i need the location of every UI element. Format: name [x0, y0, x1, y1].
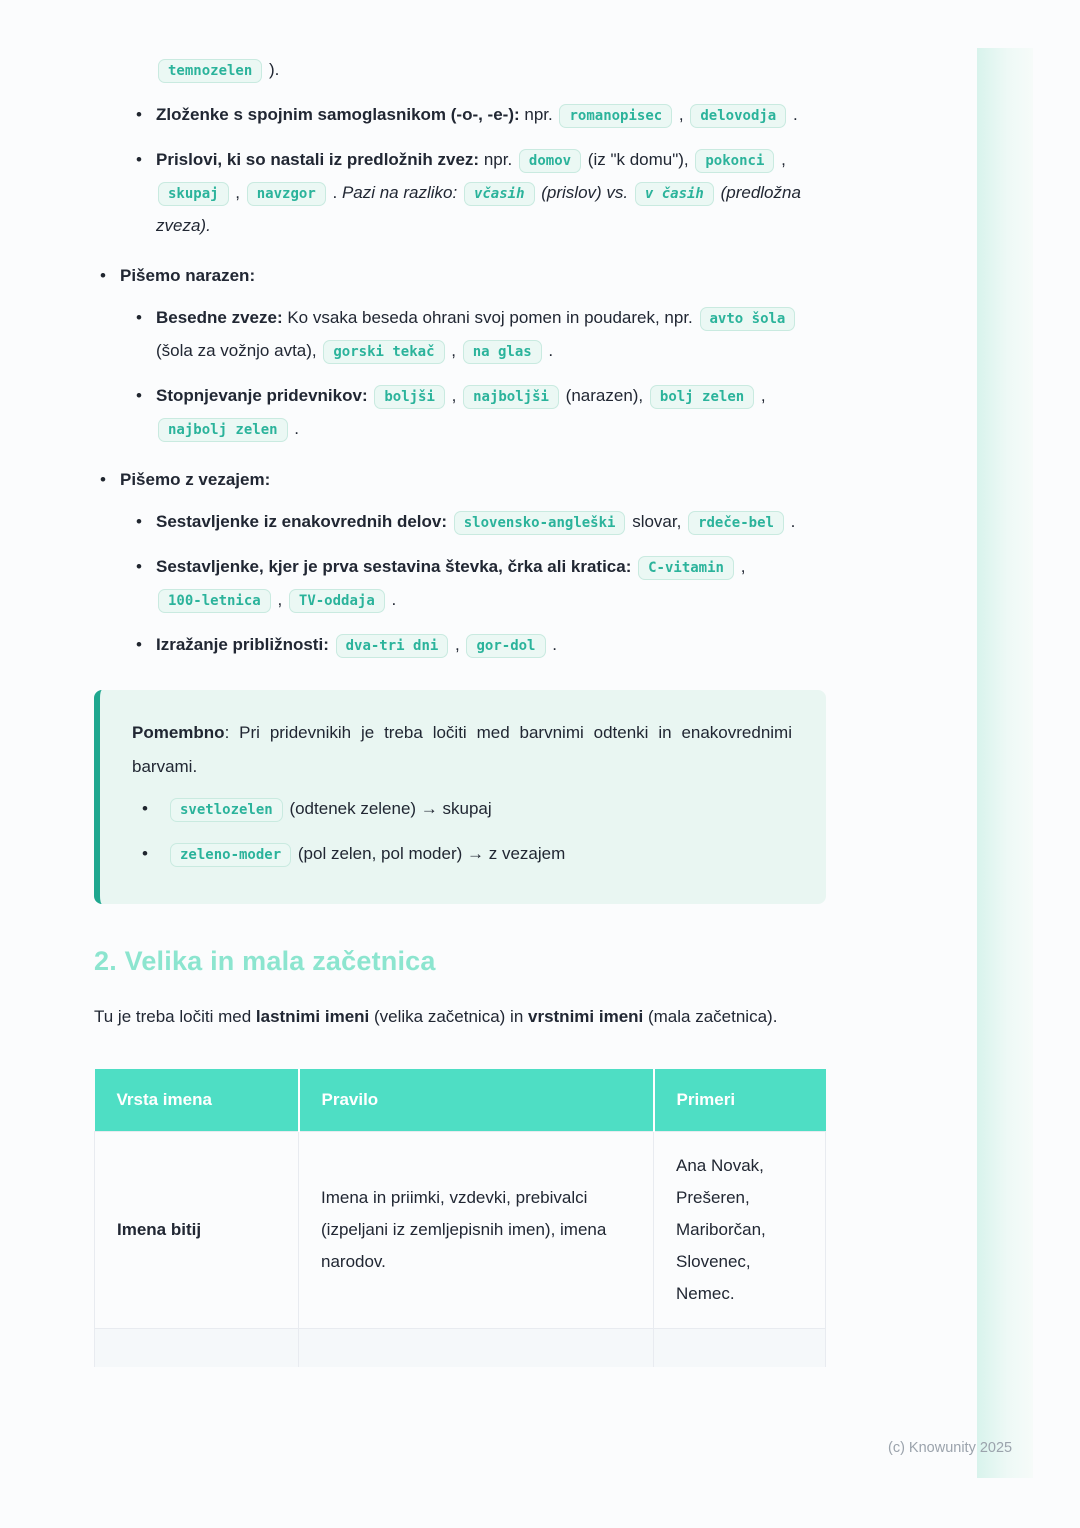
text-run: (pol zelen, pol moder) → z vezajem [293, 844, 566, 863]
text-run: : Pri pridevnikih je treba ločiti med barvnimi odtenki in enakovrednimi barvami. [132, 723, 792, 776]
bullet-text [120, 464, 826, 496]
text-run: (šola za vožnjo avta), [156, 341, 322, 360]
bullet-item [136, 629, 826, 662]
bold-run: Zloženke s spojnim samoglasnikom (-o-, -e-): [156, 105, 520, 124]
bold-run: Pišemo z vezajem: [120, 470, 271, 489]
text-run: . [386, 590, 397, 609]
code-chip: C-vitamin [638, 556, 734, 580]
text-run: , [450, 635, 465, 654]
bullet-dot: • [100, 470, 106, 489]
bold-run: Besedne zveze: [156, 308, 283, 327]
callout-bullet-list [132, 794, 792, 870]
bullet-text [156, 99, 826, 132]
bold-run: Sestavljenke iz enakovrednih delov: [156, 512, 448, 531]
bullet-item [136, 144, 826, 242]
text-run: , [446, 341, 461, 360]
bold-run: Sestavljenke, kjer je prva sestavina števka, črka ali kratica: [156, 557, 632, 576]
text-run [447, 512, 452, 531]
code-chip: navzgor [247, 182, 326, 206]
bold-run: Pišemo narazen: [120, 266, 256, 285]
code-chip: temnozelen [158, 59, 262, 83]
bullet-item [136, 302, 826, 368]
bullet-text [156, 506, 826, 539]
bullet-dot: • [100, 266, 106, 285]
table-cell [299, 1329, 654, 1368]
text-run: (narazen), [560, 386, 648, 405]
text-run: (iz "k domu"), [583, 150, 694, 169]
bold-run: lastnimi imeni [255, 1007, 370, 1026]
text-run: Tu je treba ločiti med [94, 1007, 256, 1026]
callout-paragraph [132, 716, 792, 784]
bullet-text [156, 144, 826, 242]
table-header-cell: Primeri [654, 1069, 826, 1132]
text-run: . [289, 419, 300, 438]
table-body [95, 1132, 826, 1368]
italic-run: (predložna zveza). [156, 183, 801, 235]
rules-table [94, 1069, 826, 1367]
code-chip-italic: včasih [464, 182, 535, 206]
bullet-dot: • [142, 844, 148, 863]
bullet-text [156, 629, 826, 662]
text-run: (velika začetnica) in [369, 1007, 528, 1026]
code-chip: bolj zelen [650, 385, 754, 409]
text-run: ). [264, 60, 280, 79]
bold-run: Stopnjevanje pridevnikov: [156, 386, 368, 405]
text-run [631, 557, 636, 576]
bullet-dot: • [136, 557, 142, 576]
code-chip: 100-letnica [158, 589, 271, 613]
copyright-note: (c) Knowunity 2025 [888, 1440, 1013, 1456]
text-run: Ko vsaka beseda ohrani svoj pomen in poudarek, npr. [282, 308, 698, 327]
code-chip: najboljši [463, 385, 559, 409]
text-run: (odtenek zelene) → skupaj [284, 799, 492, 818]
table-header-cell: Vrsta imena [95, 1069, 299, 1132]
bold-run: vrstnimi imeni [528, 1007, 644, 1026]
bullet-text [156, 54, 826, 87]
intro-paragraph [94, 1001, 826, 1033]
bullet-item [142, 839, 792, 870]
table-cell [95, 1329, 299, 1368]
code-chip: avto šola [700, 307, 796, 331]
bullet-dot: • [136, 635, 142, 654]
bullet-item [142, 794, 792, 825]
bullet-text [156, 380, 826, 446]
code-chip: skupaj [158, 182, 229, 206]
bold-run: Pomembno [132, 723, 225, 742]
bullet-item [100, 464, 826, 496]
bold-run: Prislovi, ki so nastali iz predložnih zvez: [156, 150, 480, 169]
bullet-dot: • [142, 799, 148, 818]
text-run: npr. [519, 105, 558, 124]
code-chip: najbolj zelen [158, 418, 288, 442]
text-run: , [230, 183, 245, 202]
table-cell: Imena bitij [95, 1132, 299, 1329]
table-row [95, 1132, 826, 1329]
bullet-text [168, 839, 792, 870]
table-header-row [95, 1069, 826, 1132]
text-run: , [272, 590, 287, 609]
code-chip: domov [519, 149, 581, 173]
bullet-item [100, 260, 826, 292]
table-head [95, 1069, 826, 1132]
text-run: . [543, 341, 554, 360]
bold-run: Izražanje približnosti: [156, 635, 329, 654]
code-chip-italic: v časih [635, 182, 714, 206]
bullet-item [136, 551, 826, 617]
code-chip: rdeče-bel [688, 511, 784, 535]
bullet-dot: • [136, 150, 142, 169]
bullet-item [136, 99, 826, 132]
code-chip: gorski tekač [323, 340, 444, 364]
code-chip: dva-tri dni [336, 634, 449, 658]
bullet-dot: • [136, 105, 142, 124]
text-run: . [327, 183, 342, 202]
bullet-item [136, 380, 826, 446]
text-run: npr. [479, 150, 517, 169]
callout-box [94, 690, 826, 904]
text-run: , [776, 150, 786, 169]
code-chip: gor-dol [466, 634, 545, 658]
bullet-list [94, 54, 826, 662]
bullet-dot: • [136, 512, 142, 531]
bullet-text [120, 260, 826, 292]
table-cell: Imena in priimki, vzdevki, prebivalci (izpeljani iz zemljepisnih imen), imena narodov. [299, 1132, 654, 1329]
code-chip: zeleno-moder [170, 843, 291, 867]
code-chip: romanopisec [559, 104, 672, 128]
table-cell [654, 1329, 826, 1368]
italic-run: (prislov) vs. [536, 183, 633, 202]
bullet-text [168, 794, 792, 825]
table-header-cell: Pravilo [299, 1069, 654, 1132]
code-chip: slovensko-angleški [454, 511, 626, 535]
code-chip: svetlozelen [170, 798, 283, 822]
code-chip: TV-oddaja [289, 589, 385, 613]
bullet-text [156, 302, 826, 368]
text-run [368, 386, 373, 405]
table-cell: Ana Novak, Prešeren, Mariborčan, Slovenec, Nemec. [654, 1132, 826, 1329]
text-run: , [735, 557, 746, 576]
page-edge-strip [977, 48, 1033, 1478]
text-run: . [788, 105, 798, 124]
text-run: , [446, 386, 462, 405]
code-chip: delovodja [690, 104, 786, 128]
text-run: . [547, 635, 557, 654]
text-run [329, 635, 334, 654]
continuation-line [156, 54, 826, 87]
code-chip: na glas [463, 340, 542, 364]
bullet-text [156, 551, 826, 617]
code-chip: pokonci [695, 149, 774, 173]
section-heading: 2. Velika in mala začetnica [94, 946, 436, 976]
text-run: , [756, 386, 766, 405]
bullet-item [136, 506, 826, 539]
text-run: . [785, 512, 796, 531]
text-run: , [674, 105, 689, 124]
italic-run: Pazi na razliko: [341, 183, 462, 202]
bullet-dot: • [136, 308, 142, 327]
bullet-dot: • [136, 386, 142, 405]
content-area [94, 54, 826, 1367]
text-run: (mala začetnica). [643, 1007, 778, 1026]
text-run: slovar, [627, 512, 687, 531]
table-row-partial [95, 1329, 826, 1368]
code-chip: boljši [374, 385, 445, 409]
